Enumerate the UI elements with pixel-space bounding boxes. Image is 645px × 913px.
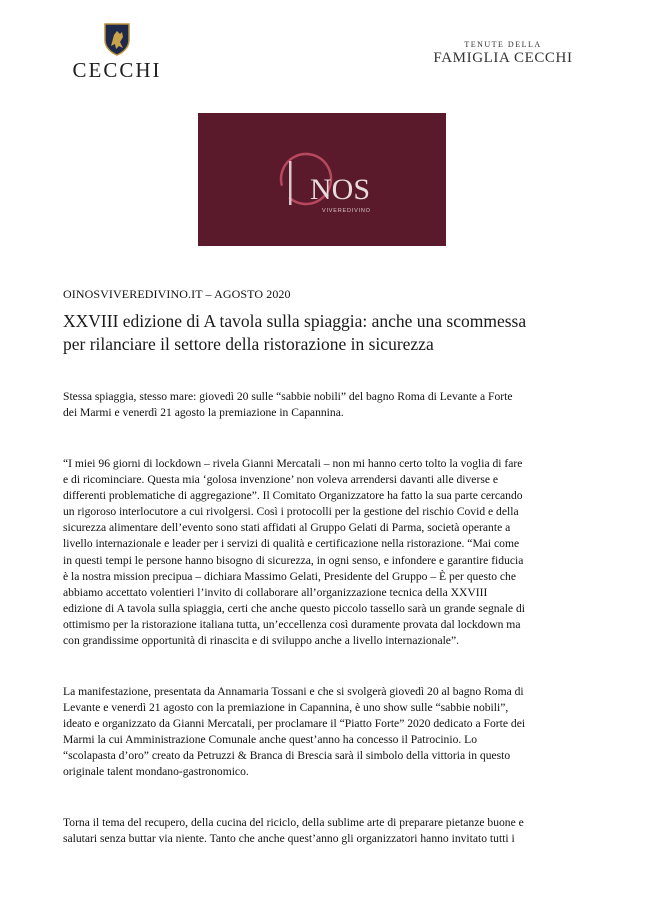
paragraph-line: livello internazionale e leader per i servizi di qualità e certificazione nella ristorazione. “Mai come	[63, 537, 520, 551]
title-line: per rilanciare il settore della ristorazione in sicurezza	[63, 334, 434, 354]
paragraph-line: abbiamo accettato volentieri l’invito di collaborare all’organizzazione tecnica della XXVIII	[63, 585, 488, 599]
paragraph-line: un rigoroso interlocutore a cui rivolgersi. Così i protocolli per la gestione del rischio Covid e della	[63, 505, 519, 519]
paragraph-line: ottimismo per la ristorazione italiana tutta, un’eccellenza così duramente provata dal lockdown ma	[63, 617, 521, 631]
article-paragraph	[63, 389, 587, 421]
paragraph-line: con grandissime opportunità di rinascita e di sviluppo anche a livello internazionale”.	[63, 634, 459, 648]
article-paragraph	[63, 456, 587, 649]
paragraph-line: e di ricominciare. Questa mia ‘golosa invenzione’ non voleva arrendersi davanti alle diverse e	[63, 473, 499, 487]
famiglia-cecchi-logo	[418, 40, 588, 67]
article-source: OINOSVIVEREDIVINO.IT – AGOSTO 2020	[63, 287, 291, 301]
paragraph-line: “I miei 96 giorni di lockdown – rivela Gianni Mercatali – non mi hanno certo tolto la voglia di fare	[63, 457, 523, 470]
cecchi-wordmark: CECCHI	[72, 58, 162, 82]
paragraph-line: sicurezza alimentare dell’evento sono stati affidati al Gruppo Gelati di Parma, società operante a	[63, 521, 511, 535]
oinos-letter-i	[289, 161, 292, 205]
article-paragraph	[63, 815, 587, 847]
oinos-brand-text: NOS	[310, 173, 371, 206]
oinos-subtitle: VIVEREDIVINO	[322, 208, 371, 214]
oinos-logo	[198, 113, 446, 246]
title-line: XXVIII edizione di A tavola sulla spiaggia: anche una scommessa	[63, 311, 527, 331]
article-paragraph	[63, 684, 587, 781]
paragraph-line: è la nostra mission precipua – dichiara Massimo Gelati, Presidente del Gruppo – È per questo che	[63, 569, 516, 583]
oinos-banner	[198, 113, 446, 246]
article-title	[63, 310, 603, 356]
paragraph-line: Levante e venerdì 21 agosto con la premiazione in Capannina, è uno show sulle “sabbie nobili”,	[63, 701, 509, 715]
paragraph-line: in questi tempi le persone hanno bisogno di sicurezza, in ogni senso, e infondere e garantire fiducia	[63, 553, 524, 567]
paragraph-line: dei Marmi e venerdì 21 agosto la premiazione in Capannina.	[63, 406, 344, 420]
paragraph-line: La manifestazione, presentata da Annamaria Tossani e che si svolgerà giovedì 20 al bagno Roma di	[63, 685, 524, 698]
paragraph-line: Marmi la cui Amministrazione Comunale anche quest’anno ha concesso il Patrocinio. Lo	[63, 733, 478, 747]
paragraph-line: differenti problematiche di aggregazione”. Il Comitato Organizzatore ha fatto la sua parte cercando	[63, 489, 523, 503]
paragraph-line: Stessa spiaggia, stesso mare: giovedì 20 sulle “sabbie nobili” del bagno Roma di Levante a Forte	[63, 390, 513, 403]
tenute-della-label: TENUTE DELLA	[464, 40, 542, 49]
paragraph-line: ideato e organizzato da Gianni Mercatali, per proclamare il “Piatto Forte” 2020 dedicato a Forte dei	[63, 717, 526, 731]
paragraph-line: “scolapasta d’oro” creato da Petruzzi & Branca di Brescia sarà il simbolo della vittoria in questo	[63, 749, 511, 763]
paragraph-line: Torna il tema del recupero, della cucina del riciclo, della sublime arte di preparare pietanze buone e	[63, 816, 524, 829]
paragraph-line: originale talent mondano-gastronomico.	[63, 765, 249, 779]
paragraph-line: edizione di A tavola sulla spiaggia, certi che anche questo piccolo tassello sarà un grande segnale di	[63, 601, 525, 615]
heraldic-shield-icon	[102, 22, 132, 56]
paragraph-line: salutari senza buttar via niente. Tanto che anche quest’anno gli organizzatori hanno invitato tutti i	[63, 832, 515, 846]
famiglia-cecchi-wordmark: FAMIGLIA CECCHI	[433, 50, 573, 66]
cecchi-logo	[64, 22, 170, 83]
